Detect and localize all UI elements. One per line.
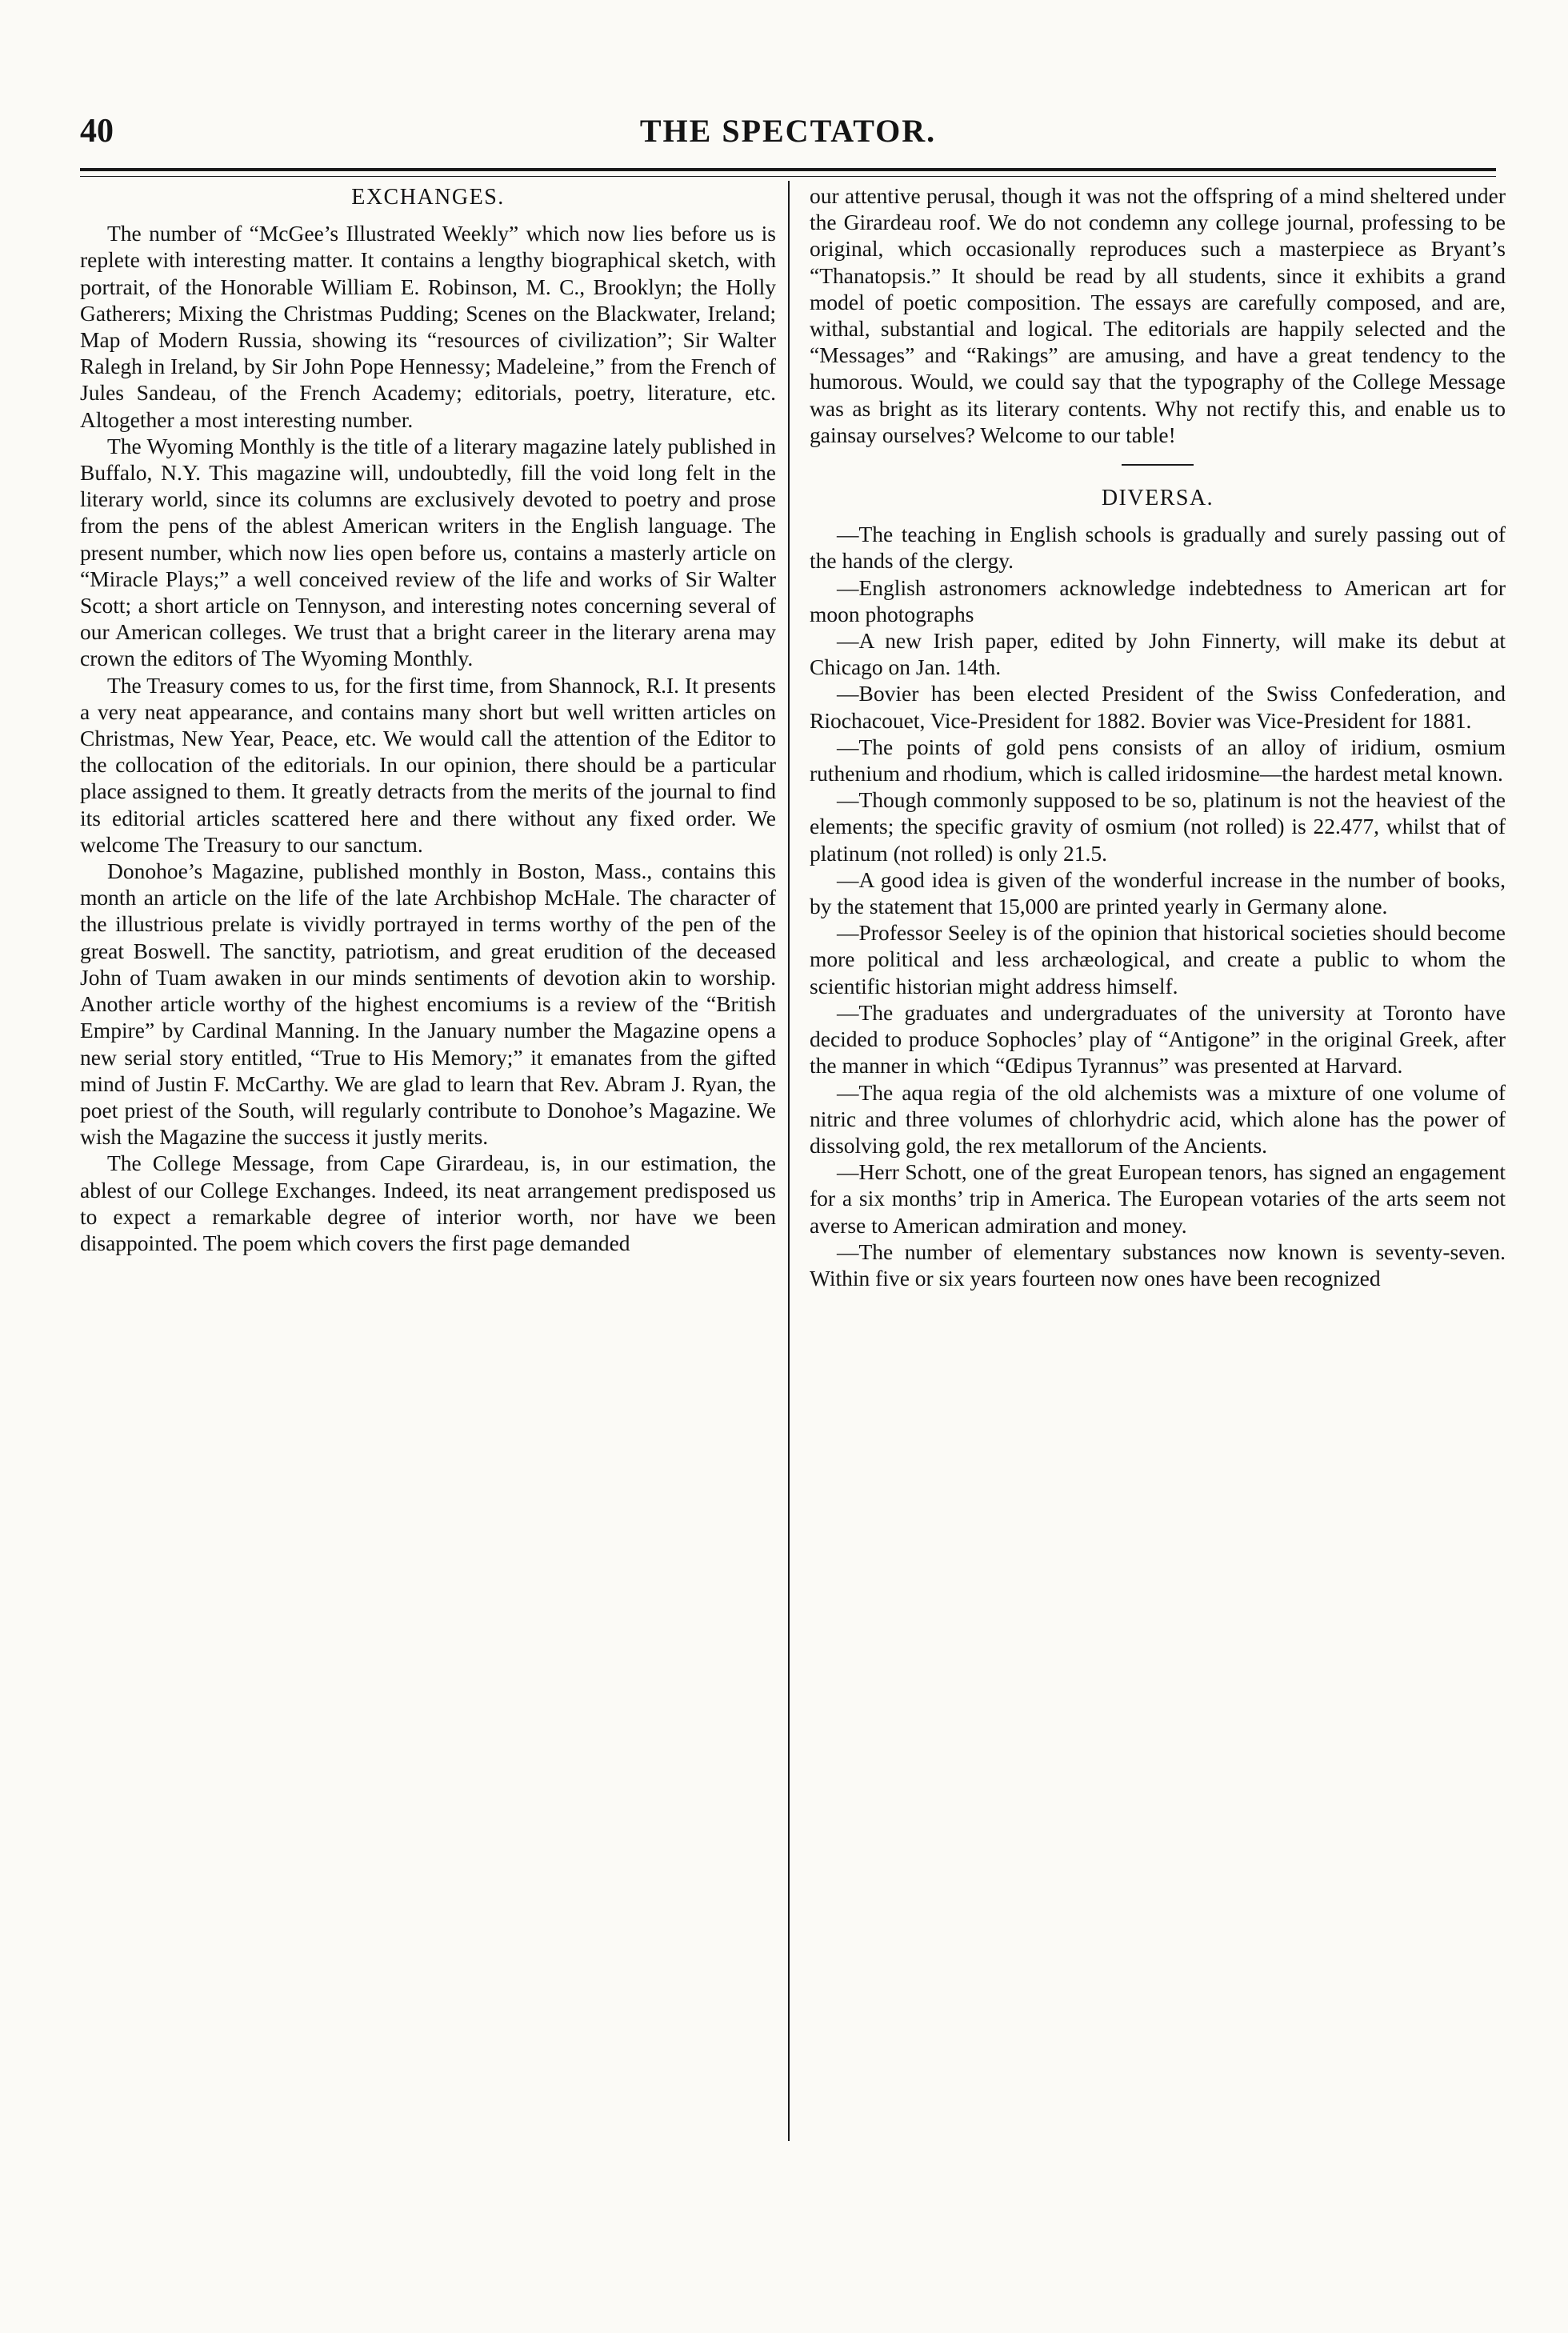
diversa-item: —A good idea is given of the wonderful increase in the number of books, by the statement that 15,000 are printed yearly in Germany alone. (810, 866, 1506, 919)
diversa-item: —The graduates and undergraduates of the university at Toronto have decided to produce Sophocles’ play of “Antigone” in the original Greek, after the manner in which “Œdipus Tyrannus” was presented at Harvard. (810, 999, 1506, 1078)
diversa-item: —The number of elementary substances now known is seventy-seven. Within five or six years fourteen now ones have been recognized (810, 1239, 1506, 1291)
paragraph-donohoes-magazine: Donohoe’s Magazine, published monthly in Boston, Mass., contains this month an article on the life of the late Archbishop McHale. The character of the illustrious prelate is vividly portrayed in terms worthy of the pen of the great Boswell. The sanctity, patriotism, and great erudition of the deceased John of Tuam awaken in our minds sentiments of devotion akin to worship. Another article worthy of the highest encomiums is a review of the “British Empire” by Cardinal Manning. In the January number the Magazine opens a new serial story entitled, “True to His Memory;” it emanates from the gifted mind of Justin F. McCarthy. We are glad to learn that Rev. Abram J. Ryan, the poet priest of the South, will regularly contribute to Donohoe’s Magazine. We wish the Magazine the success it justly merits. (80, 858, 776, 1150)
column-divider (788, 181, 790, 2141)
section-divider-rule (1122, 464, 1194, 466)
paragraph-college-message: The College Message, from Cape Girardeau, is, in our estimation, the ablest of our College Exchanges. Indeed, its neat arrangement predisposed us to expect a remarkable degree of interior worth, nor have we been disappointed. The poem which covers the first page demanded (80, 1150, 776, 1255)
diversa-item: —English astronomers acknowledge indebtedness to American art for moon photographs (810, 574, 1506, 626)
diversa-item: —Professor Seeley is of the opinion that historical societies should become more political and less archæological, and create a public to whom the scientific historian might address himself. (810, 920, 1506, 998)
paragraph-mcgees-weekly: The number of “McGee’s Illustrated Weekly” which now lies before us is replete with interesting matter. It contains a lengthy biographical sketch, with portrait, of the Honorable William E. Robinson, M. C., Brooklyn; the Holly Gatherers; Mixing the Christmas Pudding; Scenes on the Blackwater, Ireland; Map of Modern Russia, showing its “resources of civilization”; Sir Walter Ralegh in Ireland, by Sir John Pope Hennessy; Madeleine,” from the French of Jules Sandeau, of the French Academy; editorials, poetry, literature, etc. Altogether a most interesting number. (80, 221, 776, 432)
section-heading-diversa: DIVERSA. (1101, 486, 1214, 511)
diversa-item: —Herr Schott, one of the great European tenors, has signed an engagement for a six months’ trip in America. The European votaries of the arts seem not averse to American admiration and money. (810, 1159, 1506, 1238)
diversa-item: —The aqua regia of the old alchemists was a mixture of one volume of nitric and three volumes of chlorhydric acid, which alone has the power of dissolving gold, the rex metallorum of the Ancients. (810, 1079, 1506, 1158)
paragraph-college-message-continued: our attentive perusal, though it was not the offspring of a mind sheltered under the Girardeau roof. We do not condemn any college journal, professing to be original, which occasionally reproduces such a masterpiece as Bryant’s “Thanatopsis.” It should be read by all students, since it exhibits a grand model of poetic composition. The essays are carefully composed, and are, withal, substantial and logical. The editorials are happily selected and the “Messages” and “Rakings” are amusing, and have a great tendency to the humorous. Would, we could say that the typography of the College Message was as bright as its literary contents. Why not rectify this, and enable us to gainsay ourselves? Welcome to our table! (810, 183, 1506, 447)
diversa-item: —Though commonly supposed to be so, platinum is not the heaviest of the elements; the specific gravity of osmium (not rolled) is 22.477, whilst that of platinum (not rolled) is only 21.5. (810, 787, 1506, 866)
section-heading-exchanges: EXCHANGES. (351, 185, 505, 210)
paragraph-wyoming-monthly: The Wyoming Monthly is the title of a literary magazine lately published in Buffalo, N.Y. This magazine will, undoubtedly, fill the void long felt in the literary world, since its columns are exclusively devoted to poetry and prose from the pens of the ablest American writers in the English language. The present number, which now lies open before us, contains a masterly article on “Miracle Plays;” a well conceived review of the life and works of Sir Walter Scott; a short article on Tennyson, and interesting notes concerning several of our American colleges. We trust that a bright career in the literary arena may crown the editors of The Wyoming Monthly. (80, 433, 776, 671)
running-title: THE SPECTATOR. (639, 113, 937, 149)
diversa-item: —The points of gold pens consists of an alloy of iridium, osmium ruthenium and rhodium, which is called iridosmine—the hardest metal known. (810, 734, 1506, 786)
header-rule-thick (80, 168, 1496, 171)
right-column (810, 182, 1506, 1291)
diversa-item: —The teaching in English schools is gradually and surely passing out of the hands of the clergy. (810, 522, 1506, 574)
paragraph-treasury: The Treasury comes to us, for the first time, from Shannock, R.I. It presents a very neat appearance, and contains many short but well written articles on Christmas, New Year, Peace, etc. We would call the attention of the Editor to the collocation of the editorials. In our opinion, there should be a particular place assigned to them. It greatly detracts from the merits of the journal to find its editorial articles scattered here and there without any fixed order. We welcome The Treasury to our sanctum. (80, 672, 776, 857)
page-number: 40 (80, 113, 114, 150)
diversa-item: —A new Irish paper, edited by John Finnerty, will make its debut at Chicago on Jan. 14th. (810, 628, 1506, 680)
header-rule-thin (80, 176, 1496, 177)
diversa-item: —Bovier has been elected President of the Swiss Confederation, and Riochacouet, Vice-President for 1882. Bovier was Vice-President for 1881. (810, 681, 1506, 733)
left-column (80, 182, 776, 1256)
page-header (80, 112, 1496, 160)
